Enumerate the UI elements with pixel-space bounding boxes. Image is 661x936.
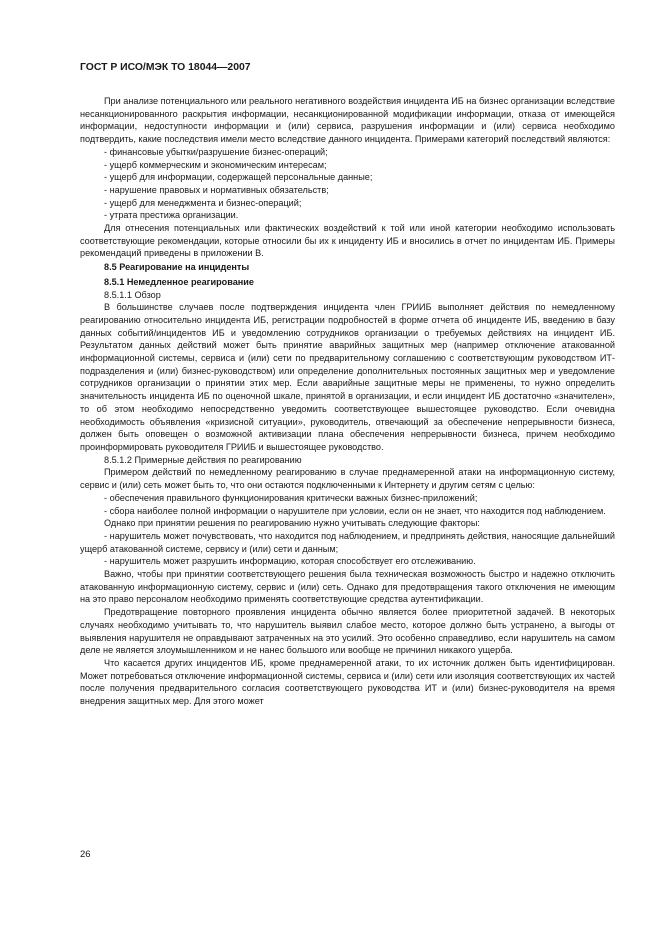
paragraph: Что касается других инцидентов ИБ, кроме преднамеренной атаки, то их источник должен быть идентифицирован. Может потребоваться отключение информационной системы, сервиса и (или) сети или изоляция соответствующих их частей после получения предварительного согласия соответствующего руководства ИТ и (или) бизнес-руководителя на время внедрения защитных мер. Для этого может bbox=[80, 657, 615, 707]
paragraph: Однако при принятии решения по реагированию нужно учитывать следующие факторы: bbox=[104, 518, 480, 529]
paragraph: При анализе потенциального или реального негативного воздействия инцидента ИБ на бизнес организации вследствие несанкционированного раскрытия информации, несанкционированной модификации информации, отказа от имеющейся информации, недоступности информации и (или) сервиса, разрушения информации и (или) сервиса необходимо подтвердить, какие последствия имели место вследствие данного инцидента. Примерами категорий последствий являются: bbox=[80, 96, 615, 145]
page-number: 26 bbox=[80, 849, 91, 860]
list-item: - утрата престижа организации. bbox=[104, 210, 239, 221]
list-item: - ущерб для информации, содержащей персональные данные; bbox=[104, 172, 373, 183]
section-heading: 8.5 Реагирование на инциденты bbox=[104, 262, 250, 273]
list-item: - финансовые убытки/разрушение бизнес-операций; bbox=[104, 146, 328, 157]
subsection-heading: 8.5.1 Немедленное реагирование bbox=[104, 276, 254, 287]
subsubsection-heading: 8.5.1.2 Примерные действия по реагированию bbox=[104, 454, 302, 465]
list-item: - ущерб для менеджмента и бизнес-операций; bbox=[104, 197, 302, 208]
list-item: - обеспечения правильного функционирования критически важных бизнес-приложений; bbox=[104, 492, 478, 503]
subsubsection-heading: 8.5.1.1 Обзор bbox=[104, 289, 161, 300]
list-item: - нарушитель может разрушить информацию, которая способствует его отслеживанию. bbox=[104, 556, 476, 567]
page-body bbox=[80, 95, 615, 708]
list-item: - ущерб коммерческим и экономическим интересам; bbox=[104, 159, 327, 170]
paragraph: В большинстве случаев после подтверждения инцидента член ГРИИБ выполняет действия по немедленному реагированию относительно инцидента ИБ, регистрации подробностей в форме отчета об инциденте ИБ, введению в базу данных событий/инцидентов ИБ и уведомлению сотрудников организации о требуемых действиях на инцидент ИБ. Результатом данных действий может быть принятие аварийных защитных мер (например отключение атакованной информационной системы, сервиса и (или) сети по предварительному соглашению с соответствующим руководством ИТ-подразделения и (или) бизнес-руководством) или определение дополнительных постоянных защитных мер и уведомление сотрудников организации о принятии этих мер. Если аварийные защитные меры не применены, то нужно определить значительность инцидента ИБ по оценочной шкале, принятой в организации, и если инцидент ИБ достаточно «значителен», то об этом необходимо непосредственно уведомить соответствующее вышестоящее руководство. Если очевидна необходимость объявления «кризисной ситуации», руководитель, отвечающий за обеспечение непрерывности бизнеса, должен быть оповещен о возможной активизации плана обеспечения непрерывности бизнеса, причем необходимо проинформировать руководителя ГРИИБ и вышестоящее руководство. bbox=[80, 302, 615, 452]
paragraph: Примером действий по немедленному реагированию в случае преднамеренной атаки на информационную систему, сервис и (или) сеть может быть то, что они остаются подключенными к Интернету и другим сетям с целью: bbox=[80, 467, 615, 491]
list-item: - нарушение правовых и нормативных обязательств; bbox=[104, 184, 329, 195]
paragraph: Для отнесения потенциальных или фактических воздействий к той или иной категории необходимо использовать соответствующие рекомендации, которые относили бы их к инциденту ИБ и вносились в отчет по инцидентам ИБ. Примеры рекомендаций приведены в приложении В. bbox=[80, 223, 615, 259]
list-item: - нарушитель может почувствовать, что находится под наблюдением, и предпринять действия, наносящие дальнейший ущерб атакованной системе, сервису и (или) сети и данным; bbox=[80, 530, 615, 554]
list-item: - сбора наиболее полной информации о нарушителе при условии, если он не знает, что находится под наблюдением. bbox=[104, 505, 606, 516]
page-header: ГОСТ Р ИСО/МЭК ТО 18044—2007 bbox=[80, 62, 251, 73]
paragraph: Предотвращение повторного проявления инцидента обычно является более приоритетной задачей. В некоторых случаях необходимо учитывать то, что нарушитель выявил слабое место, которое должно быть устранено, а выгоды от выявления нарушителя не оправдывают затраченных на это усилий. Это особенно справедливо, если нарушитель на самом деле не является злоумышленником и не нанес большого или вообще не причинил никакого ущерба. bbox=[80, 607, 615, 656]
paragraph: Важно, чтобы при принятии соответствующего решения была техническая возможность быстро и надежно отключить атакованную информационную систему, сервис и (или) сеть. Однако для предотвращения такого отключения не имеющим на это право персоналом необходимо применять соответствующие средства аутентификации. bbox=[80, 569, 615, 605]
